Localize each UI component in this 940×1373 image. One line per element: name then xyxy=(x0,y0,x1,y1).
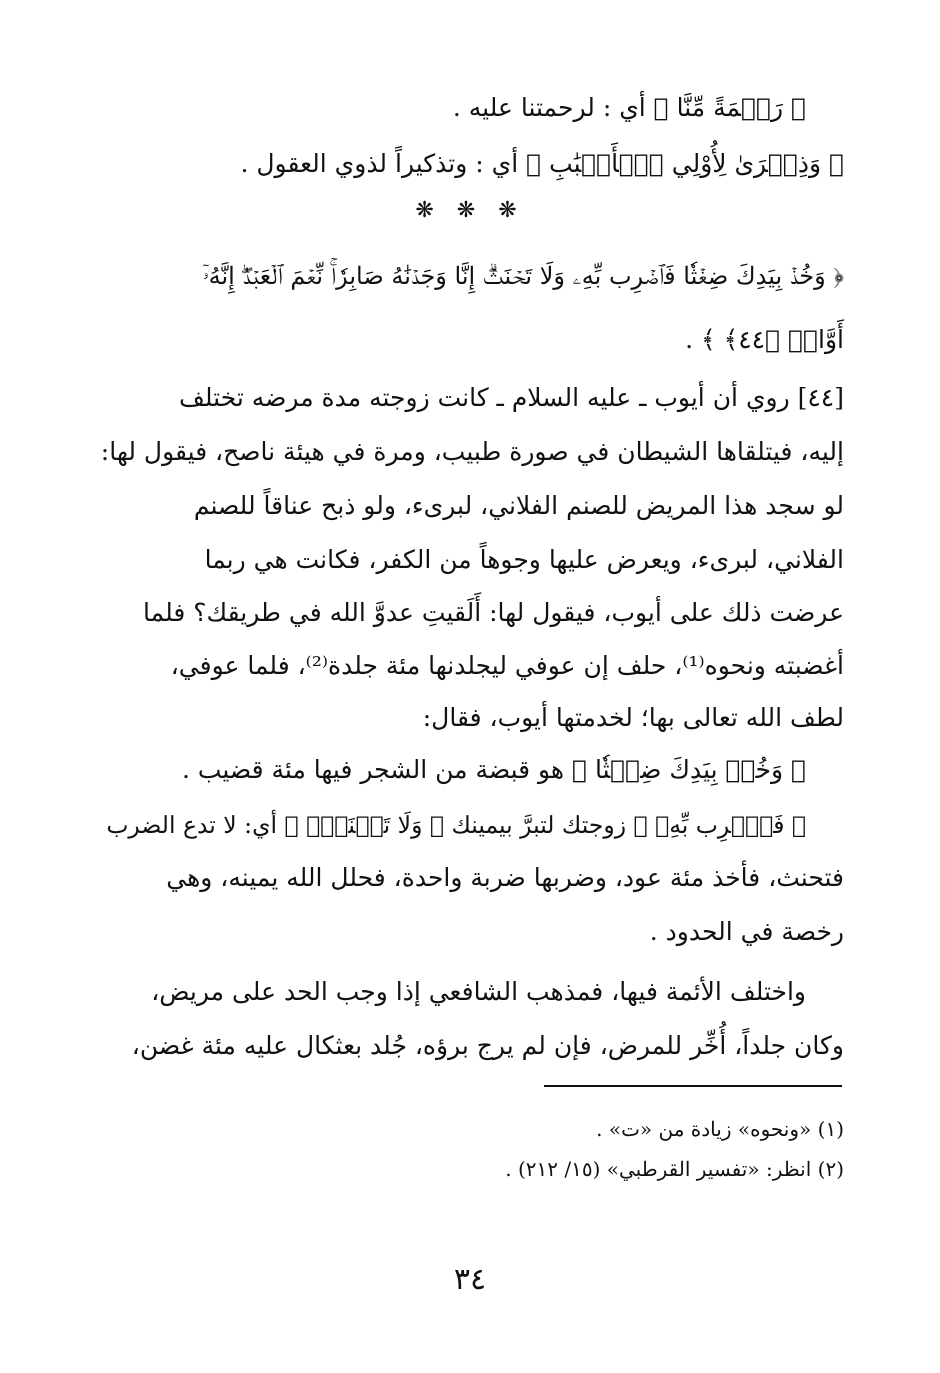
commentary-line: لطف الله تعالى بها؛ لخدمتها أيوب، فقال: xyxy=(422,703,844,732)
footnote-divider xyxy=(544,1085,842,1087)
commentary-line: الفلاني، لبرىء، ويعرض عليها وجوهاً من الكفر، فكانت هي ربما xyxy=(204,545,844,574)
page-number: ٣٤ xyxy=(453,1262,487,1297)
text-line: ﴿ وَذِكۡرَىٰ لِأُوْلِي ٱلۡأَلۡبَٰبِ ﴾ أي : وتذكيراً لذوي العقول . xyxy=(240,149,844,178)
verse-line: ﴿ وَخُذۡ بِيَدِكَ ضِغۡثٗا فَٱضۡرِب بِّهِۦ وَلَا تَحۡنَثۡۗ إِنَّا وَجَدۡنَٰهُ صَابِرٗاۚ نِّعۡمَ ٱلۡعَبۡدُۖ إِنَّهُۥٓ xyxy=(202,262,844,290)
verse-line: أَوَّابٞ ﴿٤٤﴾ ﴾ . xyxy=(685,325,844,354)
commentary-line: لو سجد هذا المريض للصنم الفلاني، لبرىء، ولو ذبح عناقاً للصنم xyxy=(193,491,844,520)
commentary-line: [٤٤] روي أن أيوب ـ عليه السلام ـ كانت زوجته مدة مرضه تختلف xyxy=(179,383,844,412)
footnote: (١) «ونحوه» زيادة من «ت» . xyxy=(596,1117,844,1141)
text-line: ﴿ رَحۡمَةً مِّنَّا ﴾ أي : لرحمتنا عليه . xyxy=(452,93,806,122)
commentary-line: ﴿ فَٱضۡرِب بِّهِۦ ﴾ زوجتك لتبرَّ بيمينك ﴿ وَلَا تَحۡنَثۡۗ ﴾ أي: لا تدع الضرب xyxy=(106,811,806,839)
commentary-line: ﴿ وَخُذۡ بِيَدِكَ ضِغۡثٗا ﴾ هو قبضة من الشجر فيها مئة قضيب . xyxy=(181,755,806,784)
commentary-line: رخصة في الحدود . xyxy=(649,917,844,946)
commentary-line: فتحنث، فأخذ مئة عود، وضربها ضربة واحدة، فحلل الله يمينه، وهي xyxy=(166,863,844,892)
commentary-line: عرضت ذلك على أيوب، فيقول لها: أَلَقيتِ عدوَّ الله في طريقك؟ فلما xyxy=(143,598,844,627)
commentary-line: أغضبته ونحوه⁽¹⁾، حلف إن عوفي ليجلدنها مئة جلدة⁽²⁾، فلما عوفي، xyxy=(170,651,844,680)
commentary-line: وكان جلداً، أُخِّر للمرض، فإن لم يرج برؤه، جُلد بعثكال عليه مئة غضن، xyxy=(131,1031,844,1060)
section-separator: ❋ ❋ ❋ xyxy=(415,198,525,223)
commentary-line: إليه، فيتلقاها الشيطان في صورة طبيب، ومرة في هيئة ناصح، فيقول لها: xyxy=(100,437,844,466)
commentary-line: واختلف الأئمة فيها، فمذهب الشافعي إذا وجب الحد على مريض، xyxy=(151,977,806,1006)
footnote: (٢) انظر: «تفسير القرطبي» (١٥/ ٢١٢) . xyxy=(505,1157,844,1181)
